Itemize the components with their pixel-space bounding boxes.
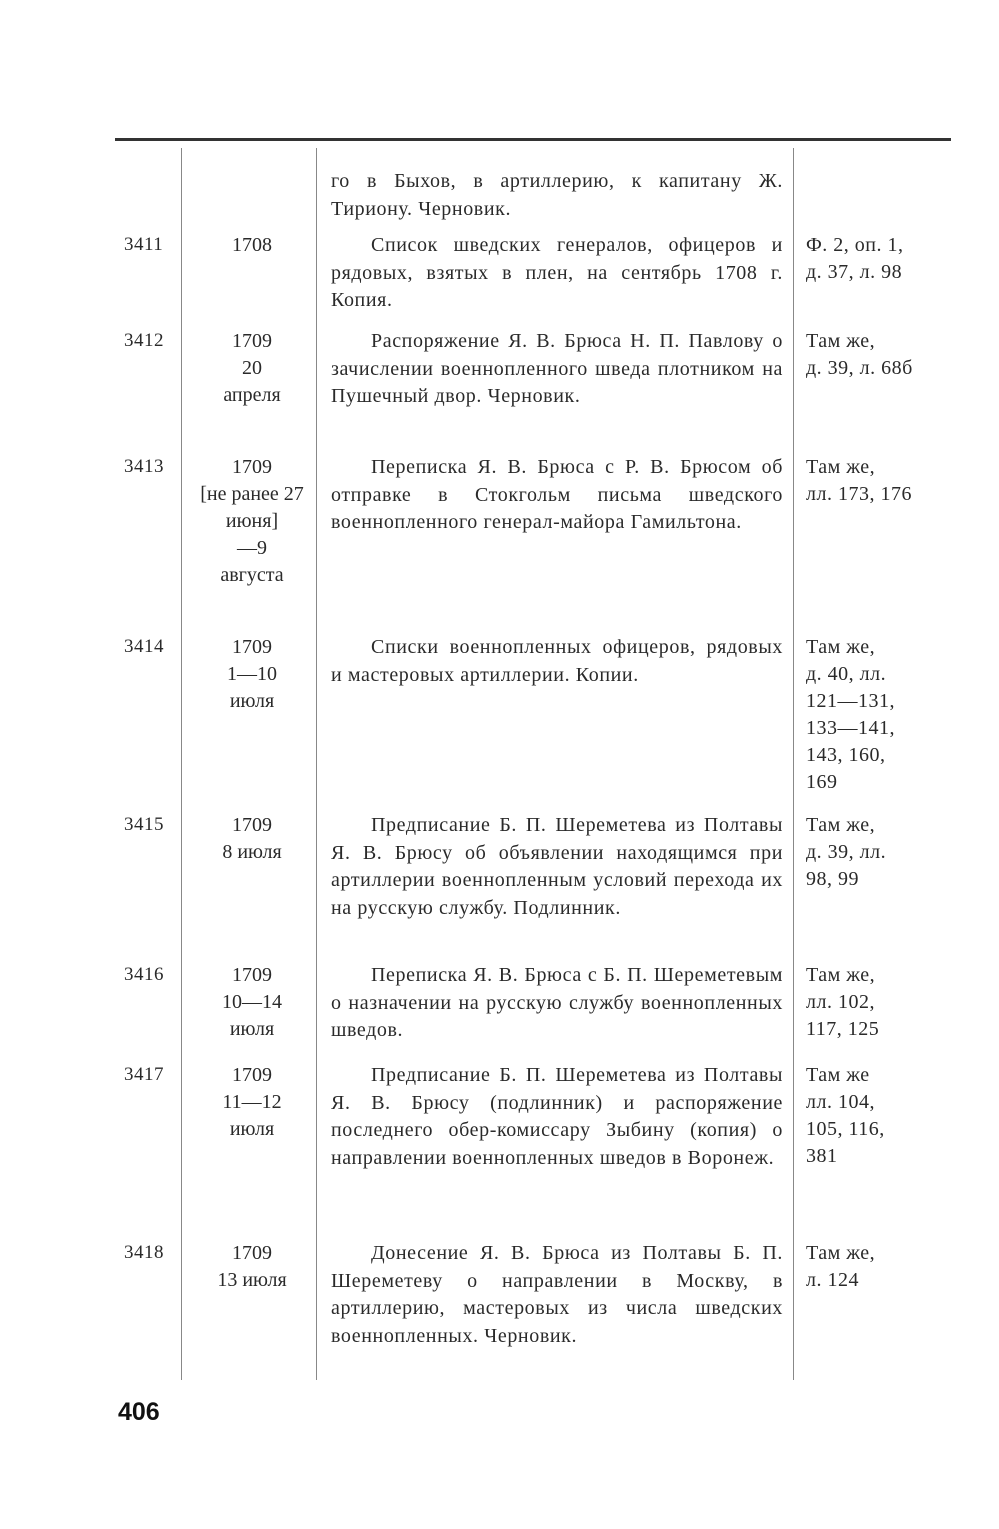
entry-description: Переписка Я. В. Брюса с Р. В. Брюсом об отправке в Стокгольм письма шведского военнопленного генерал-майора Гамильтона. xyxy=(331,456,783,533)
entry-description: Предписание Б. П. Шереметева из Полтавы Я. В. Брюсу (подлинник) и распоряжение последнего обер-комиссару Зыбину (копия) о направлении военнопленных шведов в Воронеж. xyxy=(331,1064,783,1169)
column-divider-description xyxy=(793,148,794,1380)
entry-reference: Там же, д. 39, лл. 98, 99 xyxy=(806,814,887,890)
entry-reference: Там же, д. 39, л. 68б xyxy=(806,330,913,379)
entry-reference: Там же лл. 104, 105, 116, 381 xyxy=(806,1064,885,1167)
entry-number: 3417 xyxy=(124,1064,164,1085)
entry-date: 1709 11—12 июля xyxy=(222,1064,282,1140)
entry-reference: Там же, лл. 173, 176 xyxy=(806,456,912,505)
column-divider-date xyxy=(316,148,317,1380)
entry-reference: Там же, л. 124 xyxy=(806,1242,876,1291)
entry-number: 3412 xyxy=(124,330,164,351)
entry-number: 3414 xyxy=(124,636,164,657)
entry-number: 3413 xyxy=(124,456,164,477)
entry-date: 1709 1—10 июля xyxy=(227,636,277,712)
entry-reference: Ф. 2, оп. 1, д. 37, л. 98 xyxy=(806,234,904,283)
entry-description: Распоряжение Я. В. Брюса Н. П. Павлову о зачислении военнопленного шведа плотником на Пушечный двор. Черновик. xyxy=(331,330,783,407)
entry-reference: Там же, д. 40, лл. 121—131, 133—141, 143, 160, 169 xyxy=(806,636,895,793)
entry-description: Списки военнопленных офицеров, рядовых и мастеровых артиллерии. Копии. xyxy=(331,636,783,686)
entry-number: 3416 xyxy=(124,964,164,985)
entry-description: Список шведских генералов, офицеров и рядовых, взятых в плен, на сентябрь 1708 г. Копия. xyxy=(331,234,783,311)
top-rule xyxy=(115,138,951,141)
entry-description: Предписание Б. П. Шереметева из Полтавы Я. В. Брюсу об объявлении находящимся при артиллерии военнопленным условий перехода их на русскую службу. Подлинник. xyxy=(331,814,783,919)
entry-number: 3418 xyxy=(124,1242,164,1263)
entry-date: 1709 20 апреля xyxy=(223,330,281,406)
page-number: 406 xyxy=(118,1398,160,1426)
entry-number: 3415 xyxy=(124,814,164,835)
column-divider-number xyxy=(181,148,182,1380)
entry-reference: Там же, лл. 102, 117, 125 xyxy=(806,964,880,1040)
entry-date: 1709 10—14 июля xyxy=(222,964,282,1040)
entry-description: Переписка Я. В. Брюса с Б. П. Шереметевым о назначении на русскую службу военнопленных шведов. xyxy=(331,964,783,1041)
entry-description: го в Быхов, в артиллерию, к капитану Ж. Тириону. Черновик. xyxy=(331,170,783,220)
entry-description: Донесение Я. В. Брюса из Полтавы Б. П. Шереметеву о направлении в Москву, в артиллерию, мастеровых из числа шведских военнопленных. Черновик. xyxy=(331,1242,783,1347)
entry-date: 1709 8 июля xyxy=(222,814,282,863)
entry-date: 1709 13 июля xyxy=(217,1242,287,1291)
entry-date: 1708 xyxy=(232,234,272,256)
entry-number: 3411 xyxy=(124,234,164,255)
entry-date: 1709 [не ранее 27 июня] —9 августа xyxy=(200,456,304,586)
